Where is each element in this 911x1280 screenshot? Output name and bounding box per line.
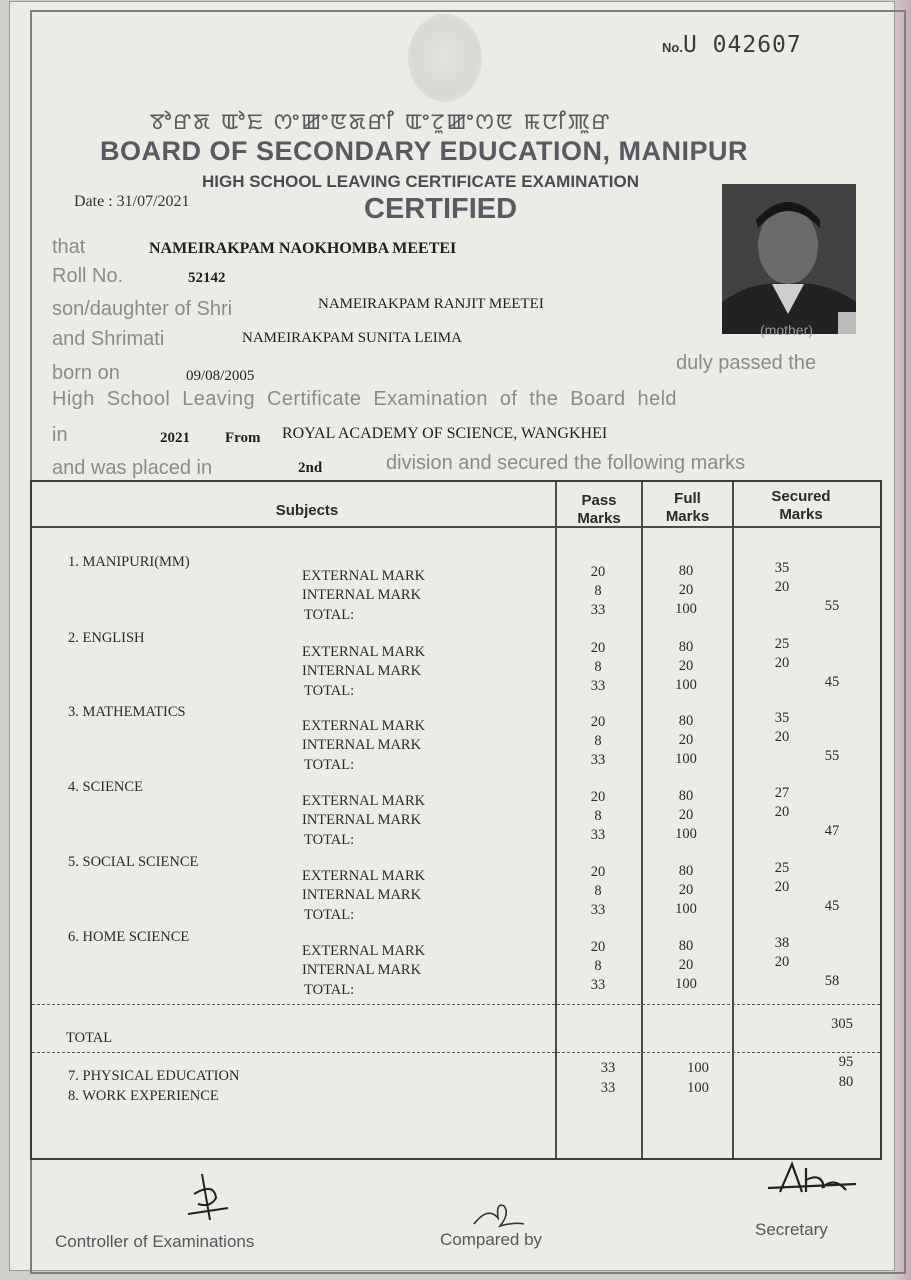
internal-mark-label: INTERNAL MARK [302,887,422,903]
pass-mark: 20 [590,714,606,730]
subject-name: 4. SCIENCE [68,779,143,795]
subject-name: 2. ENGLISH [68,630,145,646]
compared-signature [470,1200,530,1234]
extra-full: 100 [687,1080,709,1096]
header-full [645,490,730,526]
header-sec-2: Marks [779,506,823,523]
secured-mark: 25 [774,860,790,876]
external-mark-label: EXTERNAL MARK [302,568,426,584]
pass-mark: 20 [590,864,606,880]
secured-mark: 20 [774,954,790,970]
header-subjects: Subjects [275,502,339,519]
extra-subject-name: 7. PHYSICAL EDUCATION [68,1068,240,1084]
pass-mark: 8 [594,883,602,899]
secured-mark: 20 [774,729,790,745]
external-mark-label: EXTERNAL MARK [302,718,426,734]
full-mark: 100 [675,601,697,617]
label-division: division and secured the following marks [386,452,746,474]
secured-mark: 20 [774,579,790,595]
pass-mark: 33 [590,827,606,843]
cert-no-label: No. [662,40,683,55]
school-name: ROYAL ACADEMY OF SCIENCE, WANGKHEI [282,425,608,442]
manipuri-heading: ꯕꯣꯔꯗ ꯑꯣꯐ ꯁꯦꯀꯦꯟꯗꯔꯤ ꯑꯦꯖꯨꯀꯦꯁꯟ ꯃꯅꯤꯄꯨꯔ [150,110,612,135]
subject-name: 5. SOCIAL SCIENCE [68,854,199,870]
grand-total: 305 [831,1016,853,1032]
exam-year: 2021 [160,430,190,446]
controller-label: Controller of Examinations [55,1232,255,1251]
certified-heading: CERTIFIED [364,193,518,225]
compared-label: Compared by [440,1230,543,1249]
pass-mark: 33 [590,678,606,694]
secured-mark: 35 [774,710,790,726]
pass-mark: 20 [590,939,606,955]
extra-full: 100 [687,1060,709,1076]
label-mother: and Shrimati [52,328,165,350]
full-mark: 80 [678,713,694,729]
header-full-2: Marks [665,508,710,525]
internal-mark-label: INTERNAL MARK [302,812,422,828]
pass-mark: 20 [590,789,606,805]
external-mark-label: EXTERNAL MARK [302,868,426,884]
total-label-row: TOTAL: [304,982,355,998]
date-of-birth: 09/08/2005 [186,368,255,384]
total-label-row: TOTAL: [304,832,355,848]
issue-date: Date : 31/07/2021 [74,193,190,210]
extra-secured: 80 [838,1074,854,1090]
subject-name: 6. HOME SCIENCE [68,929,190,945]
full-mark: 20 [678,582,694,598]
secretary-label: Secretary [755,1220,828,1239]
father-name: NAMEIRAKPAM RANJIT MEETEI [318,296,544,312]
internal-mark-label: INTERNAL MARK [302,962,422,978]
full-mark: 100 [675,751,697,767]
header-secured [736,488,866,524]
marks-table [30,480,882,1160]
extra-pass: 33 [600,1060,616,1076]
label-that: that [52,236,86,258]
board-title: BOARD OF SECONDARY EDUCATION, MANIPUR [100,136,749,166]
secured-mark: 27 [774,785,790,801]
label-father: son/daughter of Shri [52,298,233,320]
external-mark-label: EXTERNAL MARK [302,943,426,959]
full-mark: 20 [678,957,694,973]
secretary-signature [762,1158,858,1202]
label-from: From [225,430,261,446]
full-mark: 80 [678,639,694,655]
subject-total: 47 [824,823,840,839]
internal-mark-label: INTERNAL MARK [302,663,422,679]
secured-mark: 20 [774,655,790,671]
full-mark: 20 [678,658,694,674]
pass-mark: 8 [594,733,602,749]
secured-mark: 25 [774,636,790,652]
full-mark: 100 [675,901,697,917]
pass-mark: 33 [590,752,606,768]
extra-subject-name: 8. WORK EXPERIENCE [68,1088,219,1104]
external-mark-label: EXTERNAL MARK [302,793,426,809]
subject-total: 58 [824,973,840,989]
label-placed: and was placed in [52,457,213,479]
division-value: 2nd [298,460,323,476]
label-in: in [52,424,68,446]
header-pass-2: Marks [577,510,621,527]
total-label-row: TOTAL: [304,607,355,623]
student-photo [722,184,856,334]
full-mark: 20 [678,807,694,823]
subject-name: 1. MANIPURI(MM) [68,554,190,570]
header-pass [559,492,639,528]
pass-mark: 20 [590,640,606,656]
header-sec-1: Secured [771,488,831,505]
extra-secured: 95 [838,1054,854,1070]
certificate-number [662,32,802,58]
total-label: TOTAL [66,1030,113,1046]
secured-mark: 35 [774,560,790,576]
pass-mark: 33 [590,602,606,618]
full-mark: 100 [675,976,697,992]
watermark-seal [408,14,482,102]
pass-mark: 33 [590,902,606,918]
mother-mark: (mother) [760,322,813,338]
subject-total: 55 [824,598,840,614]
cert-no-value: U 042607 [682,32,802,58]
roll-number: 52142 [188,270,226,286]
subject-total: 45 [824,898,840,914]
pass-mark: 8 [594,659,602,675]
pass-mark: 8 [594,808,602,824]
external-mark-label: EXTERNAL MARK [302,644,426,660]
secured-mark: 20 [774,879,790,895]
pass-mark: 8 [594,958,602,974]
label-born: born on [52,362,120,384]
full-mark: 20 [678,732,694,748]
full-mark: 80 [678,938,694,954]
subject-total: 55 [824,748,840,764]
mother-name: NAMEIRAKPAM SUNITA LEIMA [242,330,462,346]
header-full-1: Full [674,490,701,507]
pass-mark: 8 [594,583,602,599]
header-pass-1: Pass [581,492,617,509]
full-mark: 100 [675,826,697,842]
pass-mark: 33 [590,977,606,993]
subject-name: 3. MATHEMATICS [68,704,186,720]
internal-mark-label: INTERNAL MARK [302,737,422,753]
full-mark: 80 [678,863,694,879]
full-mark: 100 [675,677,697,693]
exam-title: HIGH SCHOOL LEAVING CERTIFICATE EXAMINATION [202,172,639,191]
full-mark: 80 [678,788,694,804]
secured-mark: 20 [774,804,790,820]
controller-signature [180,1168,240,1228]
label-duly: duly passed the [676,352,817,374]
total-label-row: TOTAL: [304,757,355,773]
full-mark: 20 [678,882,694,898]
student-name: NAMEIRAKPAM NAOKHOMBA MEETEI [149,240,457,257]
label-roll: Roll No. [52,265,124,287]
secured-mark: 38 [774,935,790,951]
subject-total: 45 [824,674,840,690]
full-mark: 80 [678,563,694,579]
total-label-row: TOTAL: [304,907,355,923]
label-hslc: High School Leaving Certificate Examination of the Board held [52,388,677,410]
internal-mark-label: INTERNAL MARK [302,587,422,603]
extra-pass: 33 [600,1080,616,1096]
pass-mark: 20 [590,564,606,580]
total-label-row: TOTAL: [304,683,355,699]
